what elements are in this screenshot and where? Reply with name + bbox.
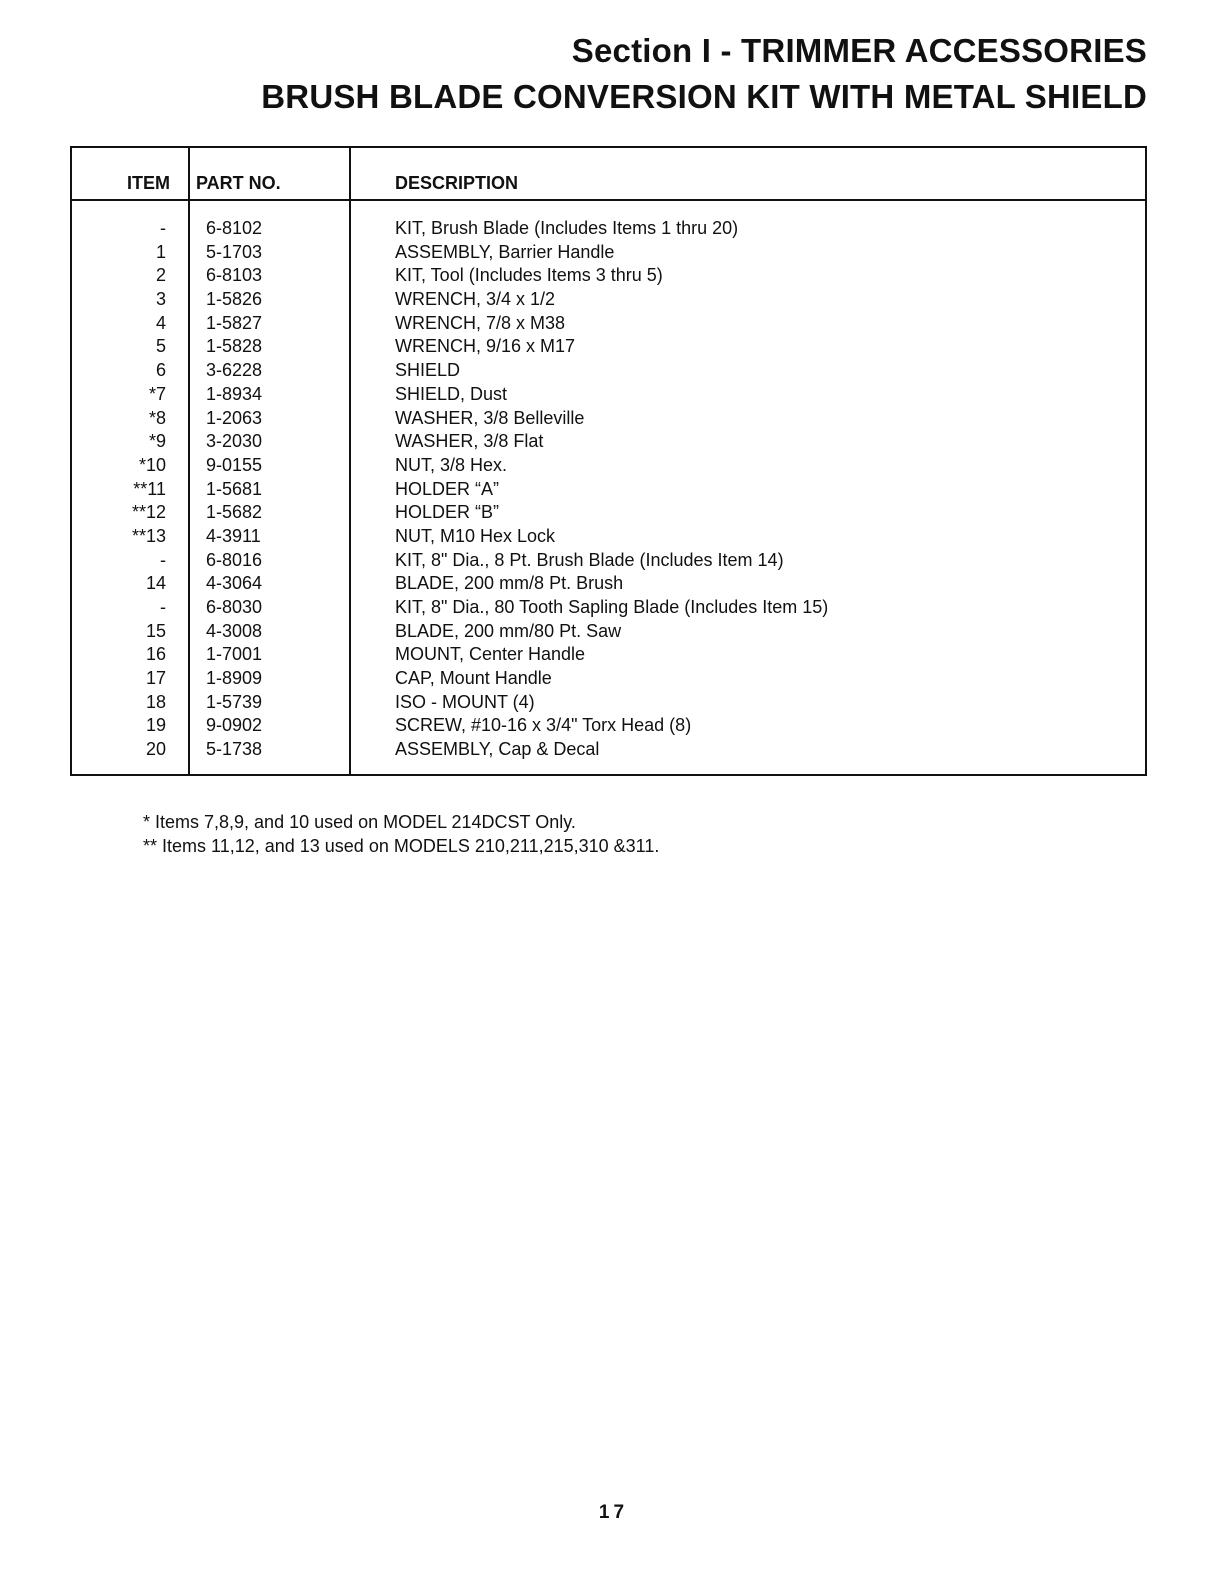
page-number: 17 bbox=[598, 1502, 629, 1523]
table-row bbox=[72, 714, 1145, 738]
table-row bbox=[72, 667, 1145, 691]
table-row bbox=[72, 288, 1145, 312]
part-no-cell: 1-5739 bbox=[206, 691, 263, 712]
page-header bbox=[261, 28, 1147, 120]
item-cell: 4 bbox=[155, 312, 166, 333]
part-no-cell: 1-7001 bbox=[206, 644, 263, 665]
page-subtitle: BRUSH BLADE CONVERSION KIT WITH METAL SHIELD bbox=[261, 78, 1147, 115]
item-cell: 1 bbox=[155, 241, 166, 262]
table-row bbox=[72, 691, 1145, 715]
item-cell: *10 bbox=[138, 454, 166, 475]
item-cell: 17 bbox=[145, 668, 166, 689]
footnote: * Items 7,8,9, and 10 used on MODEL 214DCST Only. bbox=[143, 812, 576, 832]
item-cell: 2 bbox=[155, 265, 166, 286]
part-no-cell: 3-2030 bbox=[206, 431, 263, 452]
part-no-cell: 1-8934 bbox=[206, 383, 263, 404]
description-cell: MOUNT, Center Handle bbox=[395, 644, 586, 665]
description-cell: CAP, Mount Handle bbox=[395, 668, 552, 689]
description-cell: KIT, Brush Blade (Includes Items 1 thru 20) bbox=[395, 218, 739, 238]
table-row bbox=[72, 383, 1145, 407]
table-row bbox=[72, 430, 1145, 454]
item-cell: *9 bbox=[148, 431, 166, 452]
table-row bbox=[72, 407, 1145, 431]
item-cell: 6 bbox=[155, 360, 166, 381]
table-row bbox=[72, 312, 1145, 336]
description-cell: WRENCH, 9/16 x M17 bbox=[395, 336, 576, 357]
table-row bbox=[72, 572, 1145, 596]
part-no-cell: 6-8030 bbox=[206, 597, 263, 617]
table-row bbox=[72, 549, 1145, 573]
table-row bbox=[72, 478, 1145, 502]
part-no-cell: 6-8102 bbox=[206, 218, 263, 238]
table-row bbox=[72, 525, 1145, 549]
table-row bbox=[72, 454, 1145, 478]
part-no-cell: 1-5682 bbox=[206, 502, 263, 523]
part-no-cell: 5-1738 bbox=[206, 739, 263, 760]
description-cell: SHIELD bbox=[395, 360, 461, 381]
item-cell: 14 bbox=[145, 573, 166, 594]
column-header-item: ITEM bbox=[127, 173, 170, 193]
part-no-cell: 1-5827 bbox=[206, 312, 263, 333]
table-row bbox=[72, 738, 1145, 762]
description-cell: ISO - MOUNT (4) bbox=[395, 691, 535, 712]
description-cell: NUT, M10 Hex Lock bbox=[395, 525, 556, 546]
item-cell: 3 bbox=[155, 289, 166, 310]
table-row bbox=[72, 264, 1145, 288]
item-cell: 20 bbox=[145, 739, 166, 760]
item-cell: 18 bbox=[145, 691, 166, 712]
part-no-cell: 1-8909 bbox=[206, 668, 263, 689]
item-cell: 5 bbox=[155, 336, 166, 357]
item-cell: 16 bbox=[145, 644, 166, 665]
table-row bbox=[72, 643, 1145, 667]
description-cell: KIT, 8" Dia., 8 Pt. Brush Blade (Includes Item 14) bbox=[395, 549, 784, 570]
part-no-cell: 6-8103 bbox=[206, 265, 263, 286]
table-row bbox=[72, 241, 1145, 265]
description-cell: NUT, 3/8 Hex. bbox=[395, 454, 508, 475]
part-no-cell: 1-5681 bbox=[206, 478, 263, 499]
parts-table bbox=[70, 146, 1147, 776]
part-no-cell: 1-5828 bbox=[206, 336, 263, 357]
part-no-cell: 5-1703 bbox=[206, 241, 263, 262]
description-cell: WRENCH, 7/8 x M38 bbox=[395, 312, 566, 333]
part-no-cell: 3-6228 bbox=[206, 360, 263, 381]
table-row bbox=[72, 359, 1145, 383]
description-cell: WRENCH, 3/4 x 1/2 bbox=[395, 289, 556, 310]
table-row bbox=[72, 335, 1145, 359]
item-cell: - bbox=[160, 549, 166, 570]
section-title: Section I - TRIMMER ACCESSORIES bbox=[571, 32, 1147, 69]
header-divider bbox=[72, 199, 1145, 201]
description-cell: SHIELD, Dust bbox=[395, 383, 508, 404]
item-cell: **13 bbox=[131, 525, 166, 546]
description-cell: KIT, 8" Dia., 80 Tooth Sapling Blade (Includes Item 15) bbox=[395, 597, 829, 617]
part-no-cell: 4-3911 bbox=[206, 525, 261, 546]
description-cell: ASSEMBLY, Cap & Decal bbox=[395, 739, 600, 760]
table-row bbox=[72, 217, 1145, 241]
part-no-cell: 9-0155 bbox=[206, 454, 263, 475]
column-header-part-no: PART NO. bbox=[196, 173, 281, 193]
description-cell: WASHER, 3/8 Flat bbox=[395, 431, 544, 452]
item-cell: - bbox=[160, 218, 166, 238]
parts-list bbox=[72, 217, 1145, 762]
item-cell: 19 bbox=[145, 715, 166, 736]
description-cell: ASSEMBLY, Barrier Handle bbox=[395, 241, 615, 262]
item-cell: **12 bbox=[131, 502, 166, 523]
part-no-cell: 6-8016 bbox=[206, 549, 263, 570]
part-no-cell: 4-3008 bbox=[206, 620, 263, 641]
column-header-description: DESCRIPTION bbox=[395, 173, 519, 193]
description-cell: BLADE, 200 mm/80 Pt. Saw bbox=[395, 620, 622, 641]
item-cell: *7 bbox=[148, 383, 166, 404]
part-no-cell: 4-3064 bbox=[206, 573, 263, 594]
table-row bbox=[72, 596, 1145, 620]
part-no-cell: 1-5826 bbox=[206, 289, 263, 310]
description-cell: HOLDER “B” bbox=[395, 502, 500, 523]
footnotes bbox=[143, 810, 659, 858]
item-cell: 15 bbox=[145, 620, 166, 641]
description-cell: KIT, Tool (Includes Items 3 thru 5) bbox=[395, 265, 663, 286]
table-row bbox=[72, 501, 1145, 525]
item-cell: **11 bbox=[133, 478, 166, 499]
footnote: ** Items 11,12, and 13 used on MODELS 210,211,215,310 &311. bbox=[143, 836, 660, 856]
part-no-cell: 1-2063 bbox=[206, 407, 263, 428]
description-cell: HOLDER “A” bbox=[395, 478, 500, 499]
item-cell: *8 bbox=[148, 407, 166, 428]
description-cell: BLADE, 200 mm/8 Pt. Brush bbox=[395, 573, 624, 594]
description-cell: WASHER, 3/8 Belleville bbox=[395, 407, 585, 428]
part-no-cell: 9-0902 bbox=[206, 715, 263, 736]
description-cell: SCREW, #10-16 x 3/4" Torx Head (8) bbox=[395, 715, 692, 736]
table-row bbox=[72, 620, 1145, 644]
item-cell: - bbox=[160, 597, 166, 617]
